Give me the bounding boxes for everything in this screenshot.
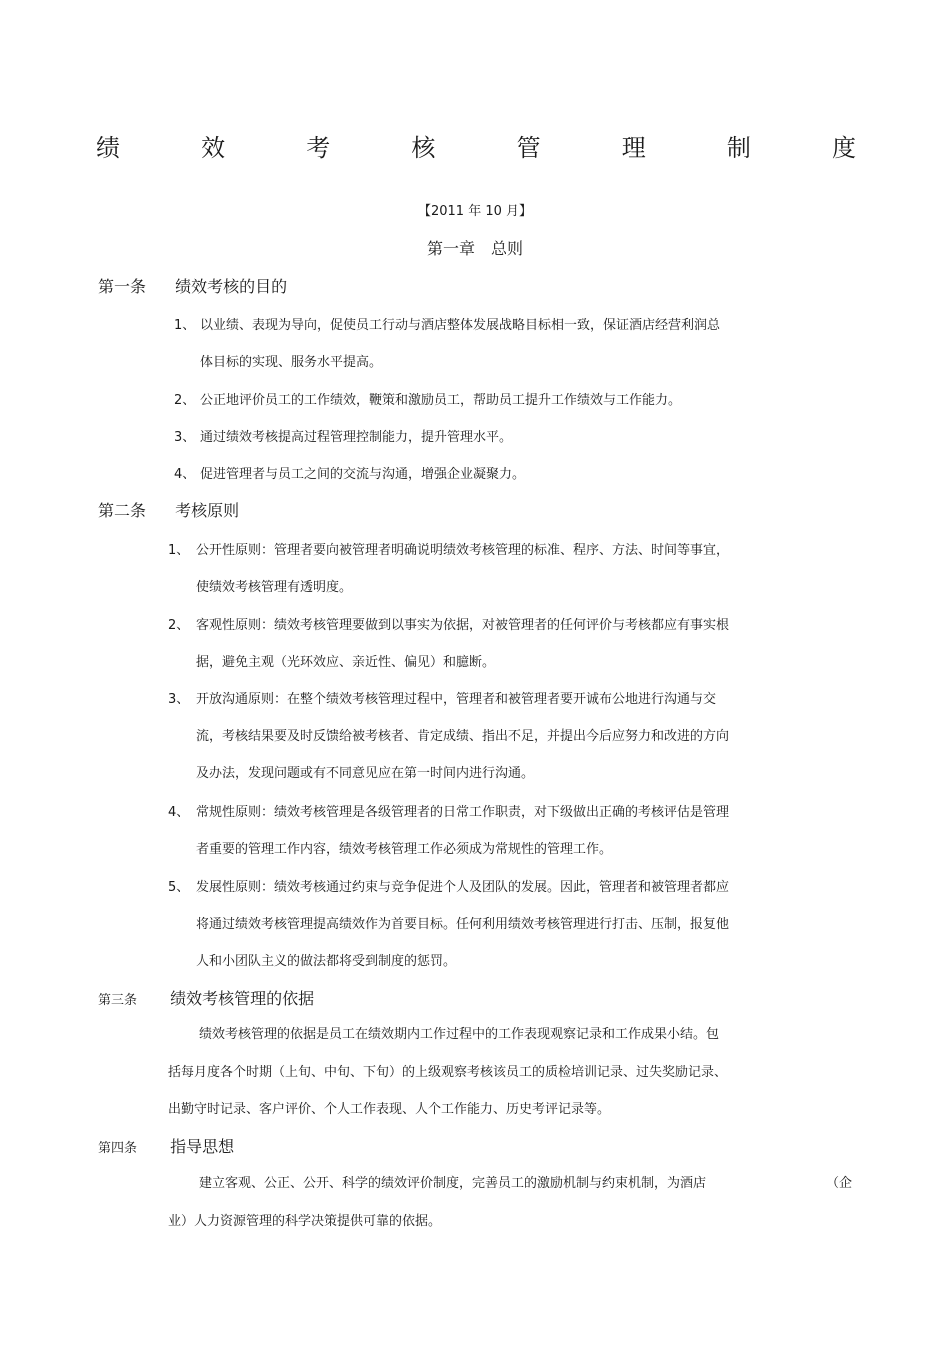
title-char: 效 [201, 134, 226, 162]
article-heading [98, 498, 239, 521]
item-line: 体目标的实现、服务水平提高。 [200, 355, 383, 370]
title-char: 考 [306, 134, 331, 162]
title-char: 核 [411, 134, 436, 162]
article-heading [98, 274, 287, 297]
paragraph-line: 业）人力资源管理的科学决策提供可靠的依据。 [168, 1214, 442, 1229]
title-char: 度 [831, 134, 856, 162]
article-title: 指导思想 [170, 1137, 235, 1156]
article-title: 绩效考核管理的依据 [170, 989, 315, 1008]
item-index: 5、 [168, 880, 190, 895]
title-char: 制 [726, 134, 751, 162]
item-index: 1、 [174, 318, 196, 333]
item-line: 流，考核结果要及时反馈给被考核者、肯定成绩、指出不足，并提出今后应努力和改进的方向 [196, 729, 730, 744]
article-heading [98, 1134, 234, 1157]
item-line: 以业绩、表现为导向，促使员工行动与酒店整体发展战略目标相一致，保证酒店经营利润总 [200, 318, 721, 333]
item-line: 通过绩效考核提高过程管理控制能力，提升管理水平。 [200, 430, 513, 445]
item-index: 4、 [174, 467, 196, 482]
article-number: 第二条 [98, 501, 147, 520]
item-line: 常规性原则：绩效考核管理是各级管理者的日常工作职责，对下级做出正确的考核评估是管理 [196, 805, 730, 820]
item-line: 开放沟通原则：在整个绩效考核管理过程中，管理者和被管理者要开诚布公地进行沟通与交 [196, 692, 717, 707]
paragraph-line: 绩效考核管理的依据是员工在绩效期内工作过程中的工作表现观察记录和工作成果小结。包 [199, 1027, 720, 1042]
item-line: 公正地评价员工的工作绩效，鞭策和激励员工，帮助员工提升工作绩效与工作能力。 [200, 393, 682, 408]
item-line: 发展性原则：绩效考核通过约束与竞争促进个人及团队的发展。因此，管理者和被管理者都应 [196, 880, 730, 895]
item-line: 人和小团队主义的做法都将受到制度的惩罚。 [196, 954, 457, 969]
document-title [96, 128, 856, 163]
article-number: 第四条 [98, 1141, 138, 1156]
item-index: 3、 [168, 692, 190, 707]
item-line: 者重要的管理工作内容，绩效考核管理工作必须成为常规性的管理工作。 [196, 842, 613, 857]
item-line: 据，避免主观（光环效应、亲近性、偏见）和臆断。 [196, 655, 496, 670]
paragraph-line: 括每月度各个时期（上旬、中旬、下旬）的上级观察考核该员工的质检培训记录、过失奖励记录、 [168, 1065, 728, 1080]
title-char: 管 [516, 134, 541, 162]
item-index: 3、 [174, 430, 196, 445]
item-line: 促进管理者与员工之间的交流与沟通，增强企业凝聚力。 [200, 467, 526, 482]
item-index: 1、 [168, 543, 190, 558]
item-line: 公开性原则：管理者要向被管理者明确说明绩效考核管理的标准、程序、方法、时间等事宜， [196, 543, 730, 558]
chapter-heading: 第一章 总则 [426, 239, 523, 258]
item-line: 及办法，发现问题或有不同意见应在第一时间内进行沟通。 [196, 766, 535, 781]
article-heading [98, 986, 314, 1009]
title-char: 理 [621, 134, 646, 162]
item-index: 2、 [168, 618, 190, 633]
item-line: 使绩效考核管理有透明度。 [196, 580, 353, 595]
item-line: 将通过绩效考核管理提高绩效作为首要目标。任何利用绩效考核管理进行打击、压制，报复他 [196, 917, 730, 932]
item-index: 2、 [174, 393, 196, 408]
article-number: 第三条 [98, 993, 138, 1008]
article-title: 绩效考核的目的 [175, 277, 288, 296]
article-number: 第一条 [98, 277, 147, 296]
article-title: 考核原则 [175, 501, 240, 520]
item-index: 4、 [168, 805, 190, 820]
document-date: 【2011 年 10 月】 [417, 204, 533, 219]
paragraph-line: 建立客观、公正、公开、科学的绩效评价制度，完善员工的激励机制与约束机制，为酒店 [199, 1176, 707, 1191]
paragraph-line: 出勤守时记录、客户评价、个人工作表现、人个工作能力、历史考评记录等。 [168, 1102, 611, 1117]
title-char: 绩 [96, 134, 120, 162]
paragraph-line: （企 [826, 1176, 853, 1191]
item-line: 客观性原则：绩效考核管理要做到以事实为依据，对被管理者的任何评价与考核都应有事实根 [196, 618, 730, 633]
